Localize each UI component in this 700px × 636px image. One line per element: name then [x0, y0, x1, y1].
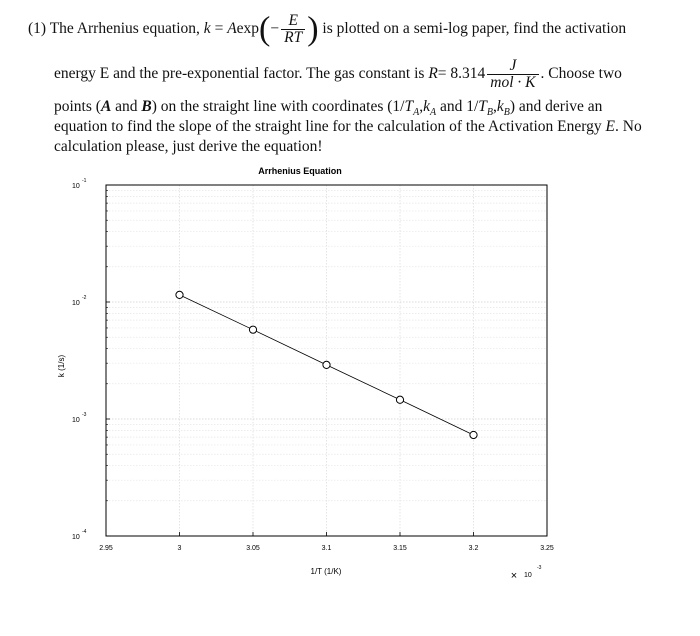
axis-ticks: [72, 178, 554, 552]
question-line-5: calculation please, just derive the equation!: [54, 138, 323, 155]
y-tick-label-base: 10: [72, 534, 80, 541]
x-multiplier-times: ×: [510, 570, 518, 582]
y-tick-label-base: 10: [72, 300, 80, 307]
x-tick-label: 3.1: [321, 545, 332, 552]
data-point: [176, 291, 183, 298]
question-line-2: energy E and the pre-exponential factor. The gas constant is R= 8.314 $\frac{J}{\text{mol · K}}$ . Choose two: [54, 57, 622, 91]
question-number: (1): [28, 20, 47, 38]
x-axis-label: 1/T (1/K): [310, 567, 342, 576]
data-point: [249, 326, 256, 333]
x-multiplier-base: 10: [524, 572, 532, 579]
data-point: [396, 396, 403, 403]
question-line-4: equation to find the slope of the straight line for the calculation of the Activation Energy E. No: [54, 118, 642, 135]
x-tick-label: 3: [177, 545, 182, 552]
question-line-1: (1) The Arrhenius equation, k = Aexp(− $\frac{E}{RT}$ ) is plotted on a semi-log paper, find the activation: [28, 10, 627, 48]
question-line-3: points (A and B) on the straight line with coordinates ($1/T_A,k_A$ and $1/T_B,k_B$) and derive an: [54, 98, 603, 119]
data-point: [470, 431, 477, 438]
y-axis-label: k (1/s): [57, 354, 66, 378]
y-tick-label-exponent: -3: [82, 412, 87, 418]
e-over-rt-fraction: $\frac{E}{RT}$: [281, 13, 305, 46]
data-point: [323, 361, 330, 368]
gas-constant-unit-fraction: $\frac{J}{\text{mol · K}}$: [487, 58, 538, 91]
y-tick-label-base: 10: [72, 183, 80, 190]
x-tick-label: 3.2: [468, 545, 479, 552]
grid: [106, 185, 547, 536]
x-tick-label: 3.05: [246, 545, 260, 552]
y-tick-label-exponent: -1: [82, 178, 87, 184]
y-tick-label-exponent: -2: [82, 295, 87, 301]
chart-title: Arrhenius Equation: [258, 166, 342, 176]
x-tick-label: 2.95: [99, 545, 113, 552]
y-tick-label-exponent: -4: [82, 529, 87, 535]
x-tick-label: 3.25: [540, 545, 554, 552]
x-tick-label: 3.15: [393, 545, 407, 552]
x-multiplier-exponent: -3: [537, 565, 542, 571]
y-tick-label-base: 10: [72, 417, 80, 424]
